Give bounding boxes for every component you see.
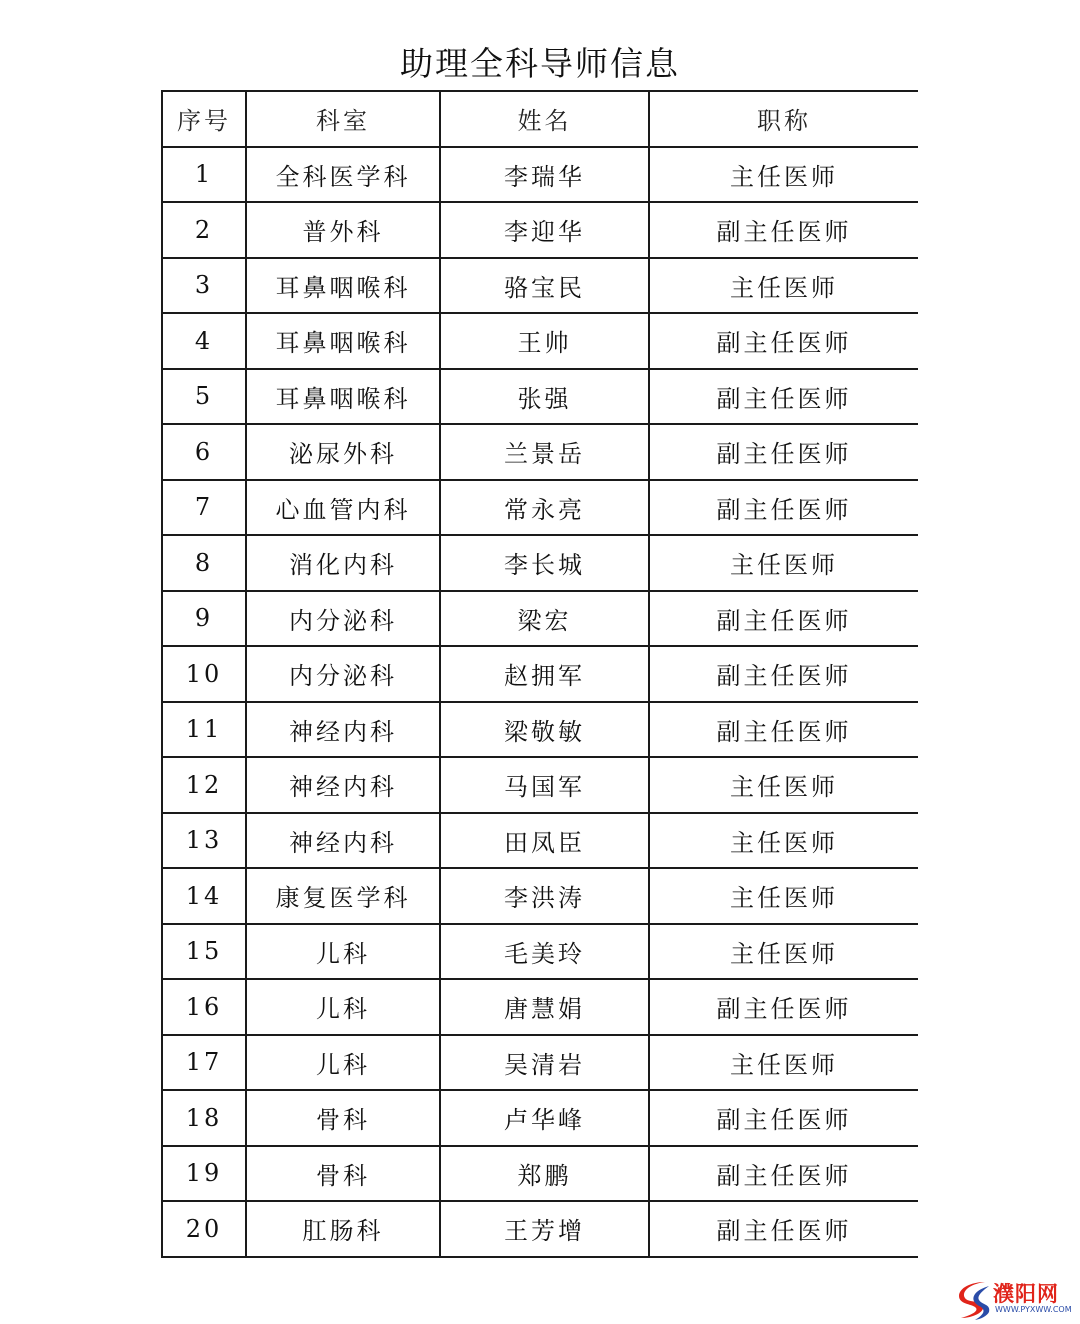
cell-department: 骨科 [246,1090,440,1146]
cell-department: 神经内科 [246,813,440,869]
cell-index: 5 [162,369,246,425]
cell-index: 19 [162,1146,246,1202]
cell-title: 副主任医师 [649,979,918,1035]
cell-title: 主任医师 [649,147,918,203]
cell-title: 主任医师 [649,924,918,980]
cell-title: 主任医师 [649,813,918,869]
cell-name: 唐慧娟 [440,979,649,1035]
table-row [162,535,918,591]
cell-index: 8 [162,535,246,591]
cell-index: 7 [162,480,246,536]
cell-department: 消化内科 [246,535,440,591]
table-body [162,147,918,1257]
table-row [162,202,918,258]
table-row [162,1146,918,1202]
table-row [162,924,918,980]
table-row [162,757,918,813]
cell-department: 儿科 [246,1035,440,1091]
cell-department: 神经内科 [246,702,440,758]
table-row [162,702,918,758]
cell-index: 2 [162,202,246,258]
header-department: 科室 [246,91,440,147]
table-row [162,979,918,1035]
cell-name: 李长城 [440,535,649,591]
cell-title: 副主任医师 [649,313,918,369]
cell-title: 副主任医师 [649,702,918,758]
table-row [162,147,918,203]
cell-title: 副主任医师 [649,1090,918,1146]
cell-department: 儿科 [246,924,440,980]
cell-name: 李瑞华 [440,147,649,203]
cell-name: 兰景岳 [440,424,649,480]
cell-department: 耳鼻咽喉科 [246,258,440,314]
mentor-table [161,90,918,1258]
cell-title: 主任医师 [649,868,918,924]
cell-index: 3 [162,258,246,314]
cell-name: 张强 [440,369,649,425]
cell-name: 马国军 [440,757,649,813]
cell-title: 副主任医师 [649,369,918,425]
cell-index: 1 [162,147,246,203]
page-title: 助理全科导师信息 [400,44,680,83]
cell-name: 李洪涛 [440,868,649,924]
cell-index: 4 [162,313,246,369]
cell-title: 主任医师 [649,535,918,591]
cell-name: 卢华峰 [440,1090,649,1146]
cell-name: 吴清岩 [440,1035,649,1091]
pyxww-logo-icon [955,1278,995,1322]
cell-department: 肛肠科 [246,1201,440,1257]
cell-department: 心血管内科 [246,480,440,536]
cell-title: 副主任医师 [649,424,918,480]
cell-name: 毛美玲 [440,924,649,980]
cell-department: 全科医学科 [246,147,440,203]
table-row [162,1201,918,1257]
table-row [162,591,918,647]
cell-title: 副主任医师 [649,480,918,536]
cell-department: 骨科 [246,1146,440,1202]
cell-index: 17 [162,1035,246,1091]
cell-name: 王芳增 [440,1201,649,1257]
table-row [162,369,918,425]
cell-department: 康复医学科 [246,868,440,924]
cell-title: 主任医师 [649,757,918,813]
cell-index: 16 [162,979,246,1035]
cell-name: 王帅 [440,313,649,369]
cell-title: 副主任医师 [649,646,918,702]
header-title: 职称 [649,91,918,147]
watermark-name: 濮阳网 [993,1282,1059,1306]
cell-department: 内分泌科 [246,646,440,702]
cell-department: 内分泌科 [246,591,440,647]
table-row [162,313,918,369]
cell-name: 田凤臣 [440,813,649,869]
cell-name: 赵拥军 [440,646,649,702]
cell-name: 郑鹏 [440,1146,649,1202]
cell-index: 11 [162,702,246,758]
cell-index: 13 [162,813,246,869]
cell-index: 12 [162,757,246,813]
table-row [162,646,918,702]
cell-department: 泌尿外科 [246,424,440,480]
cell-name: 梁敬敏 [440,702,649,758]
cell-department: 普外科 [246,202,440,258]
cell-index: 20 [162,1201,246,1257]
cell-title: 主任医师 [649,1035,918,1091]
cell-index: 10 [162,646,246,702]
watermark-url: WWW.PYXWW.COM [995,1305,1072,1314]
cell-index: 15 [162,924,246,980]
table-header-row [162,91,918,147]
cell-name: 常永亮 [440,480,649,536]
table-row [162,258,918,314]
table-row [162,1090,918,1146]
cell-name: 梁宏 [440,591,649,647]
cell-name: 骆宝民 [440,258,649,314]
cell-title: 副主任医师 [649,202,918,258]
watermark-logo [955,1278,1077,1322]
table-row [162,424,918,480]
table-row [162,868,918,924]
table-row [162,1035,918,1091]
cell-title: 副主任医师 [649,1146,918,1202]
header-name: 姓名 [440,91,649,147]
cell-name: 李迎华 [440,202,649,258]
cell-department: 神经内科 [246,757,440,813]
cell-title: 副主任医师 [649,591,918,647]
cell-index: 9 [162,591,246,647]
cell-title: 副主任医师 [649,1201,918,1257]
cell-index: 18 [162,1090,246,1146]
table-row [162,813,918,869]
table-row [162,480,918,536]
cell-department: 耳鼻咽喉科 [246,369,440,425]
cell-index: 14 [162,868,246,924]
cell-department: 耳鼻咽喉科 [246,313,440,369]
cell-department: 儿科 [246,979,440,1035]
header-index: 序号 [162,91,246,147]
cell-title: 主任医师 [649,258,918,314]
cell-index: 6 [162,424,246,480]
